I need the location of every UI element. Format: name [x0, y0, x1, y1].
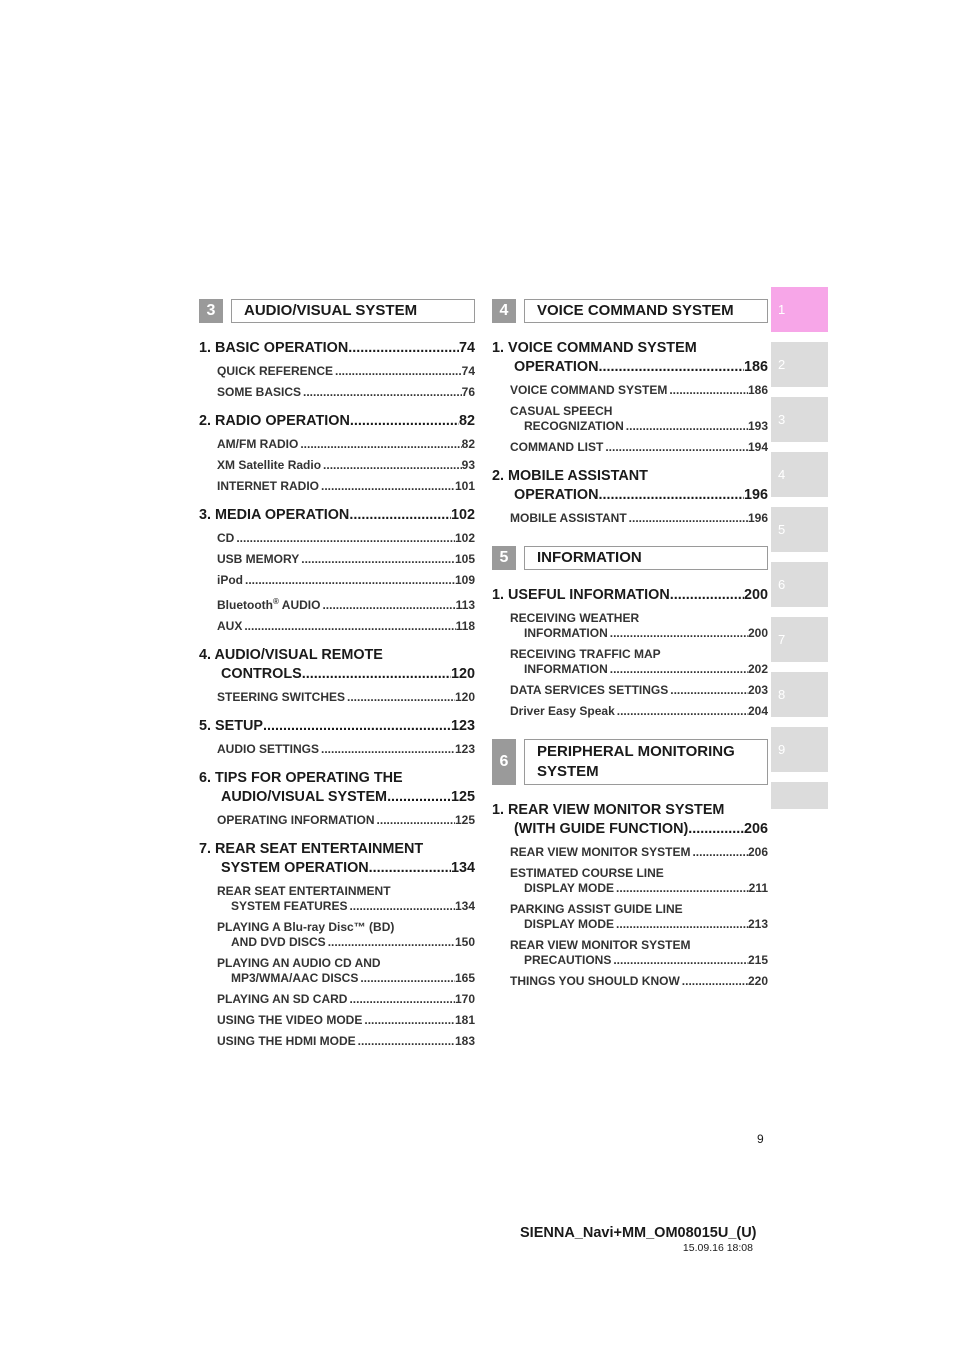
topic-title: THINGS YOU SHOULD KNOW [510, 974, 680, 988]
topic-row [217, 742, 475, 757]
topic-title: VOICE COMMAND SYSTEM [510, 383, 668, 397]
toc-column-left [199, 299, 475, 1055]
leader-dots [615, 704, 748, 719]
document-code: SIENNA_Navi+MM_OM08015U_(U) [520, 1225, 757, 1241]
leader-dots [668, 683, 748, 698]
topic-page: 109 [454, 573, 475, 587]
topic-title: RECEIVING WEATHER [510, 611, 640, 625]
topic-entry[interactable] [492, 440, 768, 455]
leader-dots [298, 437, 461, 452]
chapter-page: 134 [450, 860, 475, 876]
topic-row [510, 881, 768, 896]
topic-list [492, 845, 768, 989]
topic-page: 220 [747, 974, 768, 988]
topic-page: 123 [454, 742, 475, 756]
leader-dots [614, 917, 748, 932]
topic-page: 113 [455, 598, 475, 612]
topic-row [217, 573, 475, 588]
leader-dots [603, 440, 748, 455]
topic-row [510, 511, 768, 526]
chapter-title: 1. USEFUL INFORMATION [492, 587, 670, 603]
chapter-title: 3. MEDIA OPERATION [199, 507, 350, 523]
leader-dots [326, 935, 455, 950]
leader-dots [362, 1013, 455, 1028]
topic-row [217, 1013, 475, 1028]
topic-row [510, 845, 768, 860]
chapter-title: 1. REAR VIEW MONITOR SYSTEM [492, 802, 725, 818]
chapter-entry[interactable] [492, 339, 768, 455]
topic-page: 105 [454, 552, 475, 566]
topic-title: AM/FM RADIO [217, 437, 299, 451]
chapter-title-cont: CONTROLS [221, 666, 302, 682]
chapter-tab-blank[interactable] [771, 782, 828, 809]
topic-title: XM Satellite Radio [217, 458, 322, 472]
section-title-text [537, 548, 642, 568]
chapter-page: 196 [743, 487, 768, 503]
section-title-text [537, 301, 734, 321]
section-spacer [492, 725, 768, 739]
topic-entry[interactable] [199, 920, 475, 950]
topic-page: 170 [454, 992, 475, 1006]
topic-page: 183 [454, 1034, 475, 1048]
chapter-row [199, 859, 475, 878]
topic-title: QUICK REFERENCE [217, 364, 334, 378]
topic-title: RECEIVING TRAFFIC MAP [510, 647, 661, 661]
topic-title: PLAYING A Blu-ray Disc™ (BD) [217, 920, 395, 934]
topic-entry[interactable] [492, 647, 768, 677]
chapter-entry[interactable] [492, 467, 768, 526]
print-timestamp: 15.09.16 18:08 [682, 1242, 753, 1254]
topic-list [199, 742, 475, 757]
topic-page: 200 [747, 626, 768, 640]
topic-title: REAR VIEW MONITOR SYSTEM [510, 845, 691, 859]
chapter-title-cont: OPERATION [514, 487, 599, 503]
topic-title-cont: MP3/WMA/AAC DISCS [231, 971, 359, 985]
topic-entry[interactable] [199, 884, 475, 914]
topic-page: 118 [455, 619, 475, 633]
topic-row [510, 683, 768, 698]
section-title-line: PERIPHERAL MONITORING [537, 743, 735, 760]
topic-title-cont: PRECAUTIONS [524, 953, 612, 967]
topic-title: Driver Easy Speak [510, 704, 615, 718]
topic-title-cont: RECOGNIZATION [524, 419, 624, 433]
topic-entry[interactable] [199, 813, 475, 828]
topic-title: INTERNET RADIO [217, 479, 319, 493]
topic-page: 206 [747, 845, 768, 859]
chapter-page: 120 [450, 666, 475, 682]
topic-title-suffix: AUDIO [278, 598, 321, 612]
topic-page: 134 [454, 899, 475, 913]
topic-entry[interactable] [199, 458, 475, 473]
chapter-page: 206 [743, 821, 768, 837]
leader-dots [301, 385, 462, 400]
leader-dots [624, 419, 748, 434]
leader-dots [321, 458, 462, 473]
topic-entry[interactable] [199, 573, 475, 588]
topic-row [510, 704, 768, 719]
leader-dots [319, 742, 455, 757]
topic-row [217, 531, 475, 546]
chapter-page: 123 [450, 718, 475, 734]
section-header [492, 299, 768, 323]
topic-entry[interactable] [199, 552, 475, 567]
chapter-page: 82 [458, 413, 475, 429]
chapter-row [492, 586, 768, 605]
topic-row [217, 594, 475, 613]
topic-title: REAR VIEW MONITOR SYSTEM [510, 938, 691, 952]
topic-title: PLAYING AN SD CARD [217, 992, 348, 1006]
chapter-page: 186 [743, 359, 768, 375]
topic-entry[interactable] [199, 479, 475, 494]
topic-entry[interactable] [492, 845, 768, 860]
topic-page: 211 [748, 881, 768, 895]
topic-list [199, 531, 475, 634]
leader-dots [263, 717, 451, 736]
leader-dots [347, 899, 455, 914]
chapter-title: 4. AUDIO/VISUAL REMOTE [199, 647, 383, 663]
topic-title: PLAYING AN AUDIO CD AND [217, 956, 381, 970]
leader-dots [349, 506, 451, 525]
topic-title: PARKING ASSIST GUIDE LINE [510, 902, 683, 916]
chapter-row [492, 358, 768, 377]
chapter-entry[interactable] [199, 412, 475, 494]
chapter-tab-7[interactable]: 7 [771, 617, 828, 662]
topic-entry[interactable] [199, 690, 475, 705]
topic-entry[interactable] [492, 704, 768, 719]
topic-entry[interactable] [199, 364, 475, 379]
topic-entry[interactable] [199, 1013, 475, 1028]
topic-title: ESTIMATED COURSE LINE [510, 866, 664, 880]
topic-entry[interactable] [492, 683, 768, 698]
topic-entry[interactable] [492, 974, 768, 989]
topic-page: 120 [454, 690, 475, 704]
topic-title: MOBILE ASSISTANT [510, 511, 627, 525]
chapter-tab-8[interactable]: 8 [771, 672, 828, 717]
topic-entry[interactable] [492, 611, 768, 641]
topic-entry[interactable] [199, 742, 475, 757]
topic-title: OPERATING INFORMATION [217, 813, 375, 827]
topic-list [492, 511, 768, 526]
topic-title-cont: SYSTEM FEATURES [231, 899, 348, 913]
chapter-tab-4[interactable]: 4 [771, 452, 828, 497]
topic-title-cont: AND DVD DISCS [231, 935, 326, 949]
section-title [231, 299, 475, 323]
topic-list [199, 884, 475, 1049]
topic-page: 181 [454, 1013, 475, 1027]
topic-entry[interactable] [199, 594, 475, 613]
chapter-entry[interactable] [199, 840, 475, 1049]
chapter-title: 2. RADIO OPERATION [199, 413, 350, 429]
leader-dots [234, 531, 455, 546]
topic-title: USB MEMORY [217, 552, 300, 566]
topic-row [510, 626, 768, 641]
leader-dots [242, 619, 455, 634]
chapter-row [199, 506, 475, 525]
topic-title: CASUAL SPEECH [510, 404, 613, 418]
chapter-tabs [771, 287, 828, 819]
chapter-title-cont: (WITH GUIDE FUNCTION) [514, 821, 689, 837]
chapter-entry[interactable] [199, 506, 475, 634]
topic-title: CD [217, 531, 235, 545]
chapter-page: 200 [743, 587, 768, 603]
topic-row [217, 971, 475, 986]
leader-dots [387, 788, 451, 807]
section-title-line2: SYSTEM [537, 763, 599, 780]
topic-page: 203 [747, 683, 768, 697]
chapter-title-cont: AUDIO/VISUAL SYSTEM [221, 789, 388, 805]
leader-dots [611, 953, 748, 968]
topic-row [510, 974, 768, 989]
topic-page: 102 [454, 531, 475, 545]
topic-page: 202 [747, 662, 768, 676]
leader-dots [348, 339, 459, 358]
topic-row [217, 992, 475, 1007]
topic-page: 194 [747, 440, 768, 454]
section-header [492, 546, 768, 570]
section-number: 3 [199, 299, 223, 323]
section-number: 5 [492, 546, 516, 570]
chapter-entry[interactable] [199, 769, 475, 828]
section-spacer [492, 532, 768, 546]
chapter-entry[interactable] [199, 339, 475, 400]
topic-page: 196 [747, 511, 768, 525]
chapter-entry[interactable] [492, 801, 768, 989]
topic-title-cont: INFORMATION [524, 662, 608, 676]
leader-dots [680, 974, 748, 989]
leader-dots [299, 552, 455, 567]
leader-dots [302, 665, 451, 684]
topic-entry[interactable] [199, 437, 475, 452]
chapter-tab-5[interactable]: 5 [771, 507, 828, 552]
leader-dots [356, 1034, 455, 1049]
chapter-tab-9[interactable]: 9 [771, 727, 828, 772]
topic-row [217, 1034, 475, 1049]
leader-dots [350, 412, 459, 431]
chapter-entry[interactable] [492, 586, 768, 719]
chapter-tab-2[interactable]: 2 [771, 342, 828, 387]
chapter-title-cont: OPERATION [514, 359, 599, 375]
chapter-row [199, 412, 475, 431]
section-number: 6 [492, 739, 516, 785]
leader-dots [598, 486, 744, 505]
topic-title: Bluetooth® AUDIO [217, 597, 321, 612]
topic-title-cont: INFORMATION [524, 626, 608, 640]
topic-row [510, 917, 768, 932]
leader-dots [598, 358, 744, 377]
chapter-page: 102 [450, 507, 475, 523]
leader-dots [670, 586, 744, 605]
chapter-row [492, 486, 768, 505]
chapter-row [199, 339, 475, 358]
topic-title-cont: DISPLAY MODE [524, 881, 615, 895]
chapter-title: 5. SETUP [199, 718, 263, 734]
topic-entry[interactable] [492, 902, 768, 932]
chapter-page: 125 [450, 789, 475, 805]
topic-row [217, 479, 475, 494]
topic-page: 150 [454, 935, 475, 949]
topic-list [199, 813, 475, 828]
topic-page: 165 [454, 971, 475, 985]
topic-row [510, 419, 768, 434]
topic-list [492, 611, 768, 719]
registered-mark: ® [273, 597, 279, 606]
topic-row [217, 437, 475, 452]
topic-list [199, 364, 475, 400]
leader-dots [320, 598, 455, 613]
topic-entry[interactable] [199, 385, 475, 400]
topic-entry[interactable] [492, 404, 768, 434]
topic-row [510, 662, 768, 677]
topic-entry[interactable] [492, 511, 768, 526]
leader-dots [608, 626, 748, 641]
topic-row [217, 935, 475, 950]
leader-dots [688, 820, 744, 839]
topic-page: 204 [747, 704, 768, 718]
topic-page: 93 [461, 458, 475, 472]
leader-dots [358, 971, 455, 986]
topic-row [217, 552, 475, 567]
topic-row [510, 953, 768, 968]
section-number: 4 [492, 299, 516, 323]
leader-dots [319, 479, 455, 494]
chapter-title: 1. BASIC OPERATION [199, 340, 349, 356]
section-title [524, 739, 768, 785]
topic-title-cont: DISPLAY MODE [524, 917, 615, 931]
chapter-title: 6. TIPS FOR OPERATING THE [199, 770, 403, 786]
section-title-line: VOICE COMMAND SYSTEM [537, 302, 734, 319]
section-title-text [537, 742, 735, 782]
topic-list [199, 690, 475, 705]
leader-dots [627, 511, 748, 526]
leader-dots [690, 845, 748, 860]
topic-page: 213 [747, 917, 768, 931]
section-title-text [244, 301, 417, 321]
topic-entry[interactable] [199, 531, 475, 546]
leader-dots [333, 364, 462, 379]
chapter-tab-3[interactable]: 3 [771, 397, 828, 442]
topic-title: AUX [217, 619, 243, 633]
topic-entry[interactable] [199, 619, 475, 634]
topic-page: 193 [747, 419, 768, 433]
chapter-title: 2. MOBILE ASSISTANT [492, 468, 648, 484]
leader-dots [347, 992, 455, 1007]
page-number: 9 [757, 1132, 764, 1146]
section-header [492, 739, 768, 785]
toc-column-right [492, 299, 768, 995]
topic-entry[interactable] [492, 866, 768, 896]
section-title [524, 546, 768, 570]
topic-title: iPod [217, 573, 243, 587]
topic-page: 82 [461, 437, 475, 451]
chapter-tab-6[interactable]: 6 [771, 562, 828, 607]
topic-row [217, 458, 475, 473]
topic-title: STEERING SWITCHES [217, 690, 346, 704]
leader-dots [345, 690, 455, 705]
topic-title: REAR SEAT ENTERTAINMENT [217, 884, 391, 898]
topic-row [217, 899, 475, 914]
section-header [199, 299, 475, 323]
chapter-row [199, 717, 475, 736]
topic-page: 74 [461, 364, 475, 378]
chapter-entry[interactable] [199, 646, 475, 705]
leader-dots [614, 881, 749, 896]
chapter-page: 74 [458, 340, 475, 356]
topic-row [217, 385, 475, 400]
chapter-title: 1. VOICE COMMAND SYSTEM [492, 340, 697, 356]
topic-row [217, 690, 475, 705]
topic-row [217, 813, 475, 828]
topic-list [199, 437, 475, 494]
topic-title: USING THE VIDEO MODE [217, 1013, 363, 1027]
chapter-row [492, 820, 768, 839]
topic-entry[interactable] [199, 992, 475, 1007]
chapter-entry[interactable] [199, 717, 475, 757]
chapter-tab-1[interactable]: 1 [771, 287, 828, 332]
topic-row [510, 440, 768, 455]
topic-row [217, 364, 475, 379]
topic-entry[interactable] [492, 938, 768, 968]
topic-title: AUDIO SETTINGS [217, 742, 320, 756]
leader-dots [608, 662, 748, 677]
chapter-title-cont: SYSTEM OPERATION [221, 860, 369, 876]
topic-page: 186 [747, 383, 768, 397]
topic-entry[interactable] [199, 1034, 475, 1049]
section-title [524, 299, 768, 323]
topic-page: 101 [454, 479, 475, 493]
topic-row [217, 619, 475, 634]
topic-page: 76 [461, 385, 475, 399]
topic-title: USING THE HDMI MODE [217, 1034, 356, 1048]
topic-title: SOME BASICS [217, 385, 302, 399]
chapter-row [199, 665, 475, 684]
topic-entry[interactable] [492, 383, 768, 398]
leader-dots [369, 859, 451, 878]
chapter-title: 7. REAR SEAT ENTERTAINMENT [199, 841, 424, 857]
topic-page: 125 [454, 813, 475, 827]
topic-list [492, 383, 768, 455]
topic-entry[interactable] [199, 956, 475, 986]
topic-page: 215 [747, 953, 768, 967]
topic-row [510, 383, 768, 398]
topic-title: DATA SERVICES SETTINGS [510, 683, 669, 697]
topic-title: COMMAND LIST [510, 440, 604, 454]
leader-dots [243, 573, 455, 588]
leader-dots [667, 383, 748, 398]
section-title-line: INFORMATION [537, 549, 642, 566]
leader-dots [375, 813, 455, 828]
chapter-row [199, 788, 475, 807]
section-title-line: AUDIO/VISUAL SYSTEM [244, 302, 418, 319]
